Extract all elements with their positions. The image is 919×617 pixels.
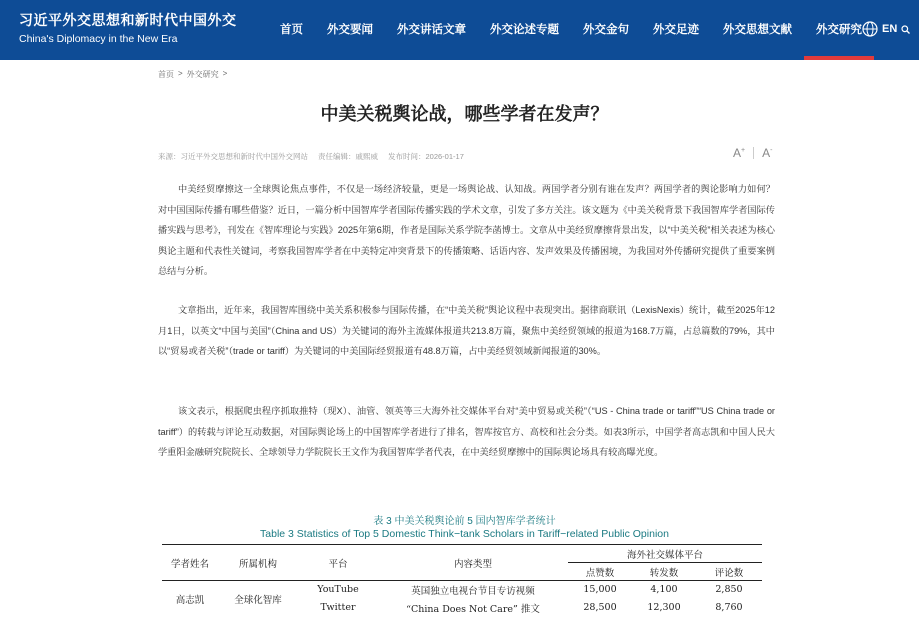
header-name: 学者姓名 — [170, 558, 209, 570]
article-paragraph: 该文表示，根据爬虫程序抓取推特（现X）、油管、领英等三大海外社交媒体平台对“美中贸易或关税”（“US - China trade or tariff”“US China trade or tariff”）的转载与评论互动数据，对国际舆论场上的中国智库学者进行了排名，智库按官方、高校和社会分类。如表3所示，中国学者高志凯和中国人民大学重阳金融研究院院长、全球领导力学院院长王文作为我国智库学者代表，在中美经贸摩擦中的国际舆论场具有较高曝光度。 — [158, 406, 775, 457]
cell-content: 英国独立电视台节目专访视频 — [411, 585, 535, 597]
cell-content: “China Does Not Care” 推文 — [406, 603, 540, 615]
table-row — [162, 581, 762, 599]
font-increase-button[interactable]: A+ — [733, 146, 746, 160]
header-likes: 点赞数 — [585, 567, 615, 579]
breadcrumb-home[interactable]: 首页 — [158, 70, 174, 79]
nav-quotes[interactable]: 外交金句 — [583, 24, 629, 36]
article-date: 发布时间：2026-01-17 — [388, 152, 464, 161]
font-decrease-button[interactable]: A- — [762, 146, 773, 160]
language-switch[interactable] — [862, 21, 910, 37]
table-caption-en: Table 3 Statistics of Top 5 Domestic Think−tank Scholars in Tariff−related Public Opinion — [260, 528, 669, 540]
breadcrumb-separator: > — [178, 69, 183, 78]
article-editor: 责任编辑：戚熙威 — [318, 152, 378, 161]
font-size-controls — [733, 146, 772, 160]
cell-comments: 8,760 — [715, 602, 743, 613]
nav-topics[interactable]: 外交论述专题 — [490, 24, 559, 36]
article-paragraph: 中美经贸摩擦这一全球舆论焦点事件，不仅是一场经济较量，更是一场舆论战、认知战。两国学者分别有谁在发声？两国学者的舆论影响力如何？对中国国际传播有哪些借鉴？近日，一篇分析中国智库学者国际传播实践的学术文章，引发了多方关注。该文题为《中美关税背景下我国智库学者国际传播实践与思考》，刊发在《智库理论与实践》2025年第6期，作者是国际关系学院李菡博士。文章从中美经贸摩擦背景出发，以“中美关税”相关表述为核心舆论主题和代表性关键词，考察我国智库学者在中美特定冲突背景下的传播策略、话语内容、发声效果及传播困境，为我国对外传播研究提供了重要案例总结与分析。 — [158, 184, 775, 276]
nav-research[interactable]: 外交研究 — [804, 0, 874, 60]
nav-literature[interactable]: 外交思想文献 — [723, 24, 792, 36]
nav-speeches[interactable]: 外交讲话文章 — [397, 24, 466, 36]
cell-institution: 全球化智库 — [234, 594, 282, 606]
cell-platform: YouTube — [317, 584, 359, 596]
cell-platform: Twitter — [320, 602, 356, 613]
article-source: 来源：习近平外交思想和新时代中国外交网站 — [158, 152, 308, 161]
globe-icon — [862, 21, 878, 37]
breadcrumb — [158, 69, 227, 80]
article-meta — [158, 151, 464, 162]
breadcrumb-research[interactable]: 外交研究 — [186, 70, 219, 79]
scholars-table — [162, 544, 762, 617]
nav-news[interactable]: 外交要闻 — [327, 24, 373, 36]
header-shares: 转发数 — [649, 567, 679, 579]
divider — [753, 147, 754, 159]
cell-name: 高志凯 — [175, 594, 205, 606]
nav-home[interactable]: 首页 — [280, 24, 303, 36]
table-caption-cn: 表 3 中美关税舆论前 5 国内智库学者统计 — [373, 516, 556, 527]
search-icon[interactable] — [901, 25, 910, 34]
cell-shares: 12,300 — [647, 602, 681, 613]
cell-likes: 28,500 — [583, 602, 617, 613]
header-comments: 评论数 — [714, 567, 744, 579]
top-header — [0, 0, 919, 60]
header-platform-group: 海外社交媒体平台 — [568, 545, 762, 563]
site-logo[interactable] — [19, 12, 237, 46]
cell-shares: 4,100 — [650, 584, 678, 596]
main-nav — [268, 0, 874, 60]
header-platform: 平台 — [328, 558, 348, 570]
header-content-type: 内容类型 — [453, 558, 492, 570]
language-label: EN — [882, 23, 898, 35]
cell-likes: 15,000 — [583, 584, 617, 596]
brand-title-en: China's Diplomacy in the New Era — [19, 33, 178, 45]
header-institution: 所属机构 — [238, 558, 277, 570]
article-title: 中美关税舆论战，哪些学者在发声？ — [320, 104, 609, 124]
nav-footprints[interactable]: 外交足迹 — [653, 24, 699, 36]
cell-comments: 2,850 — [715, 584, 743, 596]
brand-title-cn: 习近平外交思想和新时代中国外交 — [19, 13, 237, 29]
breadcrumb-separator: > — [222, 69, 228, 78]
article-paragraph: 文章指出，近年来，我国智库围绕中美关系积极参与国际传播，在“中美关税”舆论议程中表现突出。据律商联讯（LexisNexis）统计，截至2025年12月1日，以英文“中国与美国”（China and US）为关键词的海外主流媒体报道共213.8万篇，聚焦中美经贸领域的报道为168.7万篇，占总篇数的79%，其中以“贸易或者关税”（trade or tariff）为关键词的中美国际经贸报道有48.8万篇，占中美经贸领域新闻报道的30%。 — [158, 305, 775, 356]
